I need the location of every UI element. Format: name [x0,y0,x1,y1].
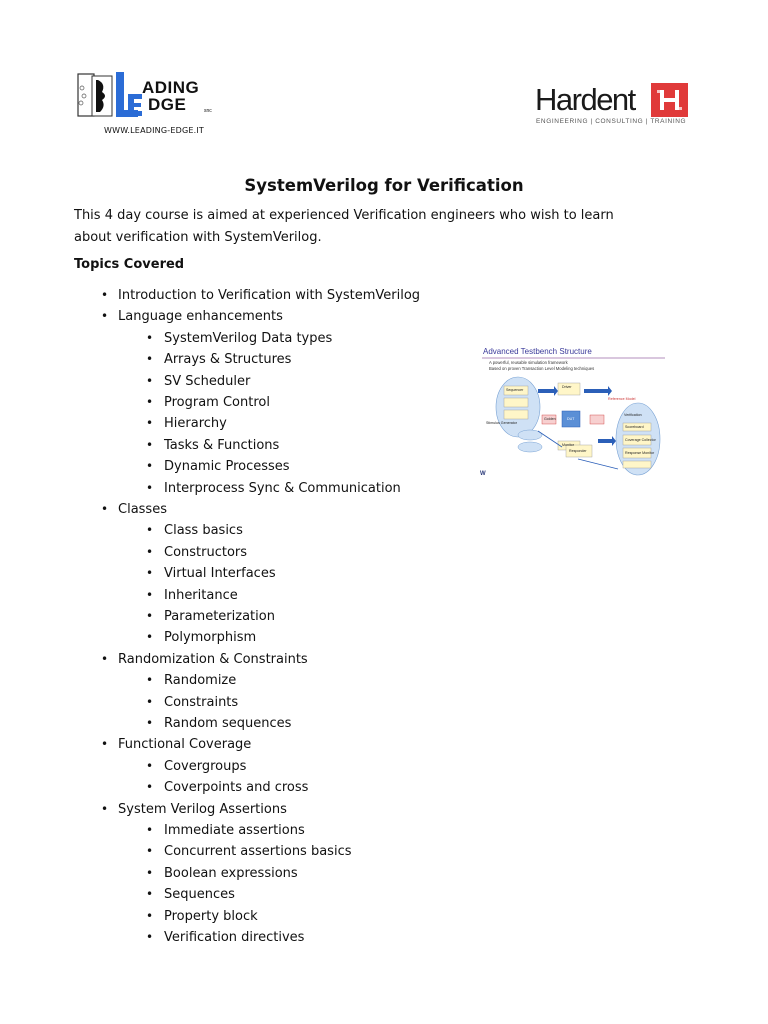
subtopic-item: • Polymorphism [164,627,256,648]
hardent-h-icon-graphic [651,83,688,117]
subtopic-item: • SV Scheduler [164,371,250,392]
diagram-label-dut: DUT [567,417,575,421]
subtopic-item: • Inheritance [164,585,238,606]
subtopic-item: • Dynamic Processes [164,456,290,477]
diagram-bullet: A powerful, reusable simulation framework [489,360,568,365]
subtopic-item: • Class basics [164,520,243,541]
topic-item: • System Verilog Assertions [118,799,287,820]
leading-edge-wordmark-line2: DGE [148,95,187,114]
hardent-h-icon [651,83,688,117]
subtopic-item: • SystemVerilog Data types [164,328,332,349]
subtopic-item: • Arrays & Structures [164,349,291,370]
subtopic-item: • Parameterization [164,606,275,627]
diagram-label-response-monitor: Response Monitor [625,451,655,455]
diagram-label-sequencer: Sequencer [506,388,524,392]
subtopic-item: • Randomize [164,670,236,691]
topic-item: • Classes [118,499,167,520]
subtopic-item: • Random sequences [164,713,291,734]
subtopic-item: • Program Control [164,392,270,413]
diagram-bullet: Based on proven Transaction Level Modeling techniques [489,366,595,371]
diagram-title: Advanced Testbench Structure [483,347,592,356]
diagram-corner-logo: W [480,471,486,477]
hardent-wordmark: Hardent [535,82,635,117]
subtopic-item: • Constraints [164,692,238,713]
topic-item: • Introduction to Verification with SystemVerilog [118,285,420,306]
subtopic-item: • Property block [164,906,258,927]
diagram-label-driver: Driver [562,385,572,389]
diagram-label-coverage: Coverage Collector [625,438,656,442]
topic-item: • Language enhancements [118,306,283,327]
diagram-label-monitor: Monitor [562,443,574,447]
leading-edge-url[interactable]: WWW.LEADING-EDGE.IT [104,126,204,135]
leading-edge-wordmark-line1: ADING [142,78,200,97]
diagram-label-stimulus: Stimulus Generator [486,421,517,425]
diagram-label-golden: Golden [544,417,556,421]
topic-item: • Randomization & Constraints [118,649,308,670]
hardent-tagline: ENGINEERING | CONSULTING | TRAINING [536,118,687,125]
subtopic-item: • Coverpoints and cross [164,777,308,798]
subtopic-item: • Hierarchy [164,413,227,434]
subtopic-item: • Verification directives [164,927,304,948]
subtopic-item: • Sequences [164,884,235,905]
topics-heading: Topics Covered [74,257,185,272]
diagram-label-scoreboard: Scoreboard [625,425,644,429]
subtopic-item: • Tasks & Functions [164,435,279,456]
diagram-label-reference: Reference Model [608,397,636,401]
topic-item: • Functional Coverage [118,734,251,755]
page-title: SystemVerilog for Verification [244,176,524,195]
subtopic-item: • Concurrent assertions basics [164,841,351,862]
diagram-label-responder: Responder [569,449,587,453]
subtopic-item: • Boolean expressions [164,863,298,884]
diagram-label-verification: Verification [624,413,642,417]
leading-edge-suffix: snc [204,108,212,114]
subtopic-item: • Interprocess Sync & Communication [164,478,401,499]
subtopic-item: • Covergroups [164,756,246,777]
intro-paragraph: This 4 day course is aimed at experienced Verification engineers who wish to learn about verification with SystemVerilog. [74,208,614,245]
subtopic-item: • Constructors [164,542,247,563]
subtopic-item: • Immediate assertions [164,820,305,841]
subtopic-item: • Virtual Interfaces [164,563,276,584]
